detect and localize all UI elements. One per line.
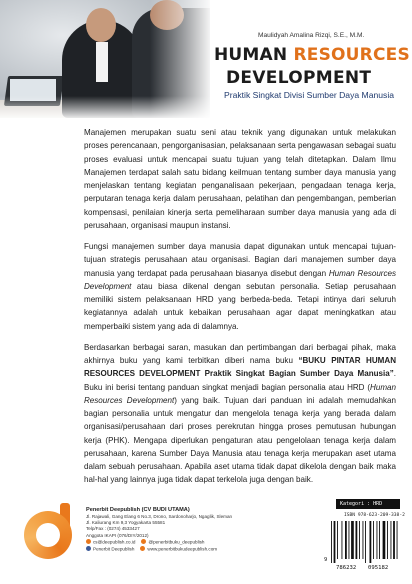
p2-italic: Human Resources Development xyxy=(84,268,396,291)
publisher-name: Penerbit Deepublish (CV BUDI UTAMA) xyxy=(86,507,190,513)
publisher-info xyxy=(86,507,236,552)
p3-bold-title: “BUKU PINTAR HUMAN RESOURCES DEVELOPMENT Praktik Singkat Bagian Sumber Daya Manusia” xyxy=(84,356,397,379)
title-word-human: HUMAN xyxy=(214,45,288,65)
barcode-digits-right-group: 095182 xyxy=(368,565,389,571)
website-text: www.penerbitbukudeepublish.com xyxy=(147,546,218,552)
p2-text-a: Fungsi manajemen sumber daya manusia dapat digunakan untuk mencapai tujuan-tujuan strategis perusahaan atau organisasi. Bagian dari manajemen sumber daya manusia yang terdapat pada perusahaan biasanya disebut dengan xyxy=(84,242,396,278)
barcode-icon xyxy=(330,521,400,563)
publisher-phone: Telp/Fax : (0274) 4533427 xyxy=(86,526,140,532)
blurb-paragraph-2 xyxy=(84,240,396,333)
instagram-contact xyxy=(141,539,204,546)
p2-text-b: atau biasa dikenal dengan sebutan personalia. Setiap perusahaan memiliki sistem pelaksanaan HRD yang berbeda-beda. Tetapi intinya dari seluruh kegiatannya adalah untuk kebaikan perusahaan agar dapat meningkatkan atau memperbaiki sistem yang ada di dalamnya. xyxy=(84,281,396,331)
publisher-address-2: Jl. Kaliurang Km 9,3 Yogyakarta 55581 xyxy=(86,520,166,526)
publisher-address-1: Jl. Rajawali, Gang Elang 6 No.3, Drono, Sardonoharjo, Ngaglik, Sleman xyxy=(86,514,233,519)
publisher-social-row-1 xyxy=(86,539,236,546)
facebook-icon xyxy=(86,546,91,551)
book-subtitle: Praktik Singkat Divisi Sumber Daya Manusia xyxy=(224,90,395,100)
instagram-text: @penerbitbuku_deepublish xyxy=(148,539,205,545)
barcode-digit-left: 9 xyxy=(324,557,328,563)
p3-text-b: . Buku ini berisi tentang panduan singkat menjadi bagian personalia atau HRD ( xyxy=(84,369,396,392)
p3-italic: Human Resources Development xyxy=(84,382,396,405)
p3-text-c: ) yang baik. Tujuan dari panduan ini adalah memudahkan bagian personalia untuk mengatur dan mengelola tenaga kerja yang berada dalam organisasi/perusahaan dari proses perekrutan hingga proses pemutusan hubungan kerja (PHK). Mengapa diperlukan pengaturan atau pengelolaan tenaga kerja dalam perusahaan, karena Sumber Daya Manusia atau tenaga kerja merupakan aset utama dalam sebuah perusahaan. Apabila aset utama tidak dapat dikelola dengan baik maka hal-hal yang lainnya juga tidak dapat terkelola juga dengan baik. xyxy=(84,395,396,485)
blurb-text xyxy=(84,126,396,495)
facebook-text: Penerbit Deepublish xyxy=(93,546,135,552)
website-contact xyxy=(140,546,217,553)
email-text: cs@deepublish.co.id xyxy=(93,539,136,545)
email-contact xyxy=(86,539,135,546)
cover-photo-businessmen xyxy=(0,0,210,118)
isbn-barcode-block xyxy=(322,511,405,575)
category-label: Kategori : HRD xyxy=(336,499,400,509)
publisher-ikapi: Anggota IKAPI (076/DIY/2012) xyxy=(86,532,149,538)
email-icon xyxy=(86,539,91,544)
publisher-social-row-2 xyxy=(86,546,236,553)
globe-icon xyxy=(140,546,145,551)
instagram-icon xyxy=(141,539,146,544)
deepublish-logo xyxy=(20,503,76,571)
facebook-contact xyxy=(86,546,134,553)
barcode-digits-left-group: 786232 xyxy=(336,565,357,571)
author-name: Maulidyah Amalina Rizqi, S.E., M.M. xyxy=(258,32,365,39)
blurb-paragraph-3 xyxy=(84,341,396,487)
isbn-text: ISBN 978-623-209-338-2 xyxy=(344,513,405,518)
book-title-line2: DEVELOPMENT xyxy=(226,68,372,88)
blurb-paragraph-1: Manajemen merupakan suatu seni atau teknik yang digunakan untuk melakukan proses perencanaan, pengorganisasian, pelaksanaan serta pengawasan sebagai suatu proses evaluasi untuk mencapai suatu tujuan yang telah ditetapkan. Dalam Ilmu Manajemen terdapat salah satu bidang keilmuan tentang sumber daya manusia yang menjelaskan tentang kegiatan penganalisaan pekerjaan, pengadaan tenaga kerja, perputaran tenaga kerja dalam perusahaan, pelatihan dan pengembangan, pemberian kompensasi, penilaian kinerja serta pemeliharaan sumber daya manusia yang ada di perusahaan, organisasi maupun instansi. xyxy=(84,128,396,230)
book-title-line1 xyxy=(214,45,410,65)
p3-text-a: Berdasarkan berbagai saran, masukan dan pertimbangan dari berbagai pihak, maka akhirnya buku yang kami terbitkan diberi nama buku xyxy=(84,342,396,365)
title-word-resources: RESOURCES xyxy=(293,45,410,65)
